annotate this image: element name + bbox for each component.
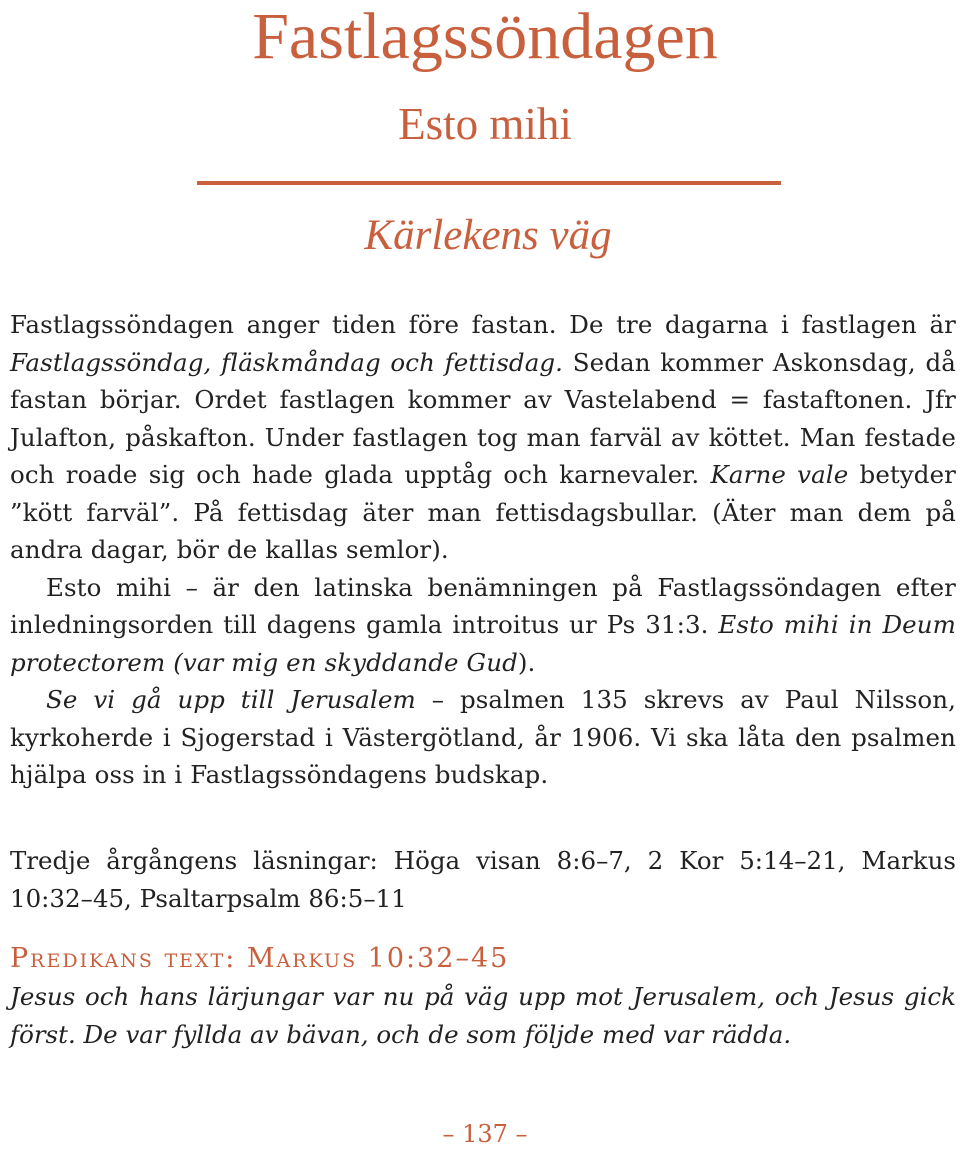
p3-text-b: – psalmen 135 skrevs av Paul Nilsson, kyrkoherde i Sjogerstad i Västergötland, år 1906. Vi ska låta den psalmen hjälpa oss in i Fastlagssöndagens budskap. bbox=[10, 685, 956, 789]
p2-italic-latin: Esto mihi in Deum protectorem (var mig en skyddande Gud bbox=[10, 610, 956, 677]
intro-paragraph-1 bbox=[10, 306, 956, 569]
p1-text-e: betyder ”kött farväl”. På fettisdag äter man fettisdagsbullar. (Äter man dem på andra dagar, bör de kallas semlor). bbox=[10, 460, 956, 564]
p1-text-a: Fastlagssöndagen anger tiden före fastan. De tre dagarna i fastlagen är bbox=[10, 310, 956, 339]
p3-italic-hymn-title: Se vi gå upp till Jerusalem bbox=[46, 685, 416, 714]
p1-italic-karne-vale: Karne vale bbox=[710, 460, 849, 489]
p1-italic-days: Fastlagssöndag, fläskmåndag och fettisdag. bbox=[10, 347, 564, 377]
page-subtitle: Esto mihi bbox=[398, 99, 572, 149]
sermon-heading: Predikans text: Markus 10:32–45 bbox=[10, 943, 510, 974]
intro-paragraph-3 bbox=[10, 681, 956, 794]
intro-text bbox=[10, 306, 956, 794]
page-number: – 137 – bbox=[442, 1120, 528, 1148]
p1-text-c: Sedan kommer Askonsdag, då fastan börjar. Ordet fastlagen kommer av Vastelabend = fastaftonen. Jfr Julafton, påskafton. Under fastlagen tog man farväl av köttet. Man festade och roade sig och hade glada upptåg och karnevaler. bbox=[10, 347, 956, 489]
title-divider bbox=[197, 181, 781, 185]
intro-paragraph-2 bbox=[10, 569, 956, 682]
readings-text: Tredje årgångens läsningar: Höga visan 8:6–7, 2 Kor 5:14–21, Markus 10:32–45, Psaltarpsalm 86:5–11 bbox=[10, 846, 956, 913]
theme-heading: Kärlekens väg bbox=[364, 212, 612, 259]
sermon-text: Jesus och hans lärjungar var nu på väg upp mot Jerusalem, och Jesus gick först. De var fyllda av bävan, och de som följde med var rädda. bbox=[10, 982, 956, 1049]
page-title: Fastlagssöndagen bbox=[252, 0, 718, 73]
p2-text-a: Esto mihi – är den latinska benämningen på Fastlagssöndagen efter inledningsorden till dagens gamla introitus ur Ps 31:3. bbox=[10, 572, 956, 639]
p2-text-c: ). bbox=[517, 647, 536, 677]
